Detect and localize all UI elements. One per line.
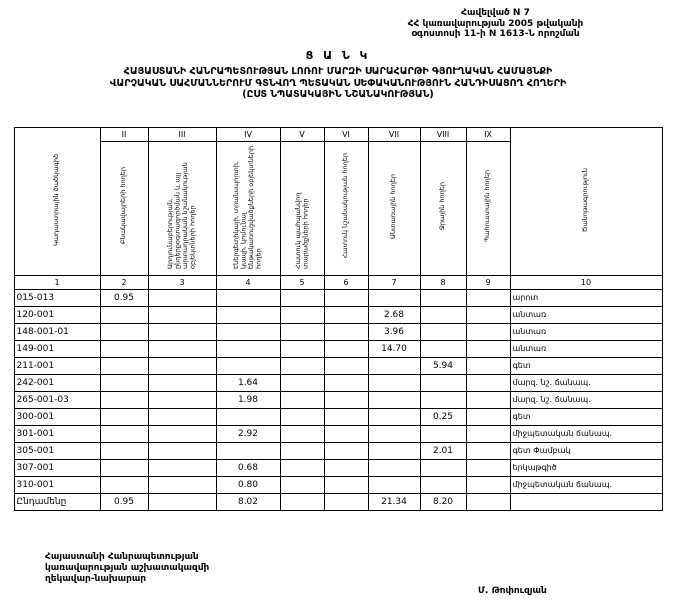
area-value-cell: [148, 374, 216, 391]
total-row: [14, 493, 662, 510]
area-value-cell: [100, 323, 148, 340]
area-value-cell: [368, 374, 420, 391]
vertical-header-text: Ջրային հողեր: [438, 181, 447, 231]
vertical-header-text: Ծանոթագրություն: [581, 167, 590, 233]
area-value-cell: [466, 289, 510, 306]
title-line-3: (ԸՍՏ ՆՊԱՏԱԿԱՅԻՆ ՆՇԱՆԱԿՈՒԹՅԱՆ): [242, 89, 434, 100]
col-header-industrial: [148, 141, 216, 275]
area-value-cell: [280, 306, 324, 323]
area-value-cell: [324, 391, 368, 408]
vertical-header-text: Հատուկ պահպանվող տարածքների հողեր: [293, 192, 309, 269]
area-value-cell: [100, 306, 148, 323]
table-body: [14, 289, 662, 510]
area-value-cell: [100, 476, 148, 493]
area-value-cell: [280, 357, 324, 374]
area-value-cell: [148, 408, 216, 425]
col-header-water: [420, 141, 466, 275]
cadastral-code-cell: 301-001: [14, 425, 100, 442]
area-value-cell: [420, 374, 466, 391]
area-value-cell: [148, 289, 216, 306]
area-value-cell: [324, 357, 368, 374]
vertical-header-text: Հատուկ նշանակության հողեր: [341, 153, 350, 259]
table-row: [14, 476, 662, 493]
area-value-cell: 0.68: [216, 459, 280, 476]
signature-line-3: ղեկավար-նախարար: [45, 574, 147, 584]
column-number: 10: [510, 275, 662, 289]
column-number-row: [14, 275, 662, 289]
vertical-header-text: Արդյունաբերության, ընդերքօգտագործման և այլ արտադրական նշանակության օբյեկտների հողեր: [166, 161, 197, 269]
area-value-cell: [100, 425, 148, 442]
area-value-cell: 1.98: [216, 391, 280, 408]
area-value-cell: [148, 459, 216, 476]
area-value-cell: [368, 442, 420, 459]
area-value-cell: 21.34: [368, 493, 420, 510]
area-value-cell: [280, 425, 324, 442]
vertical-header-text: Էներգետիկայի, տրանսպորտի, կապի, կոմունալ ենթակառուցվածքների օբյեկտների հողեր: [232, 145, 263, 269]
col-header-residential: [100, 141, 148, 275]
roman-numeral-v: V: [280, 127, 324, 141]
area-value-cell: [466, 459, 510, 476]
area-value-cell: [148, 442, 216, 459]
table-row: [14, 289, 662, 306]
cadastral-code-cell: 015-013: [14, 289, 100, 306]
column-number: 3: [148, 275, 216, 289]
area-value-cell: [466, 306, 510, 323]
area-value-cell: [148, 323, 216, 340]
area-value-cell: 8.02: [216, 493, 280, 510]
note-cell: գետ: [510, 408, 662, 425]
area-value-cell: 5.94: [420, 357, 466, 374]
area-value-cell: 8.20: [420, 493, 466, 510]
area-value-cell: [466, 391, 510, 408]
area-value-cell: [324, 374, 368, 391]
vertical-header-text: Բնակավայրերի հողեր: [119, 167, 128, 245]
area-value-cell: [216, 357, 280, 374]
area-value-cell: [280, 493, 324, 510]
area-value-cell: 0.80: [216, 476, 280, 493]
col-header-reserve: [466, 141, 510, 275]
column-number: 4: [216, 275, 280, 289]
document-title: [0, 50, 676, 101]
area-value-cell: [216, 289, 280, 306]
table-row: [14, 442, 662, 459]
area-value-cell: [324, 408, 368, 425]
area-value-cell: [420, 340, 466, 357]
area-value-cell: [100, 374, 148, 391]
note-cell: գետ: [510, 357, 662, 374]
note-cell: անտառ: [510, 306, 662, 323]
note-cell: [510, 493, 662, 510]
area-value-cell: [420, 476, 466, 493]
roman-numeral-iv: IV: [216, 127, 280, 141]
cadastral-code-cell: 120-001: [14, 306, 100, 323]
note-cell: միջպետական ճանապ.: [510, 425, 662, 442]
vertical-header-text: Պահուստային հողեր: [483, 169, 492, 243]
area-value-cell: [280, 476, 324, 493]
area-value-cell: [216, 340, 280, 357]
signature-line-2: կառավարության աշխատակազմի: [45, 563, 210, 573]
note-cell: անտառ: [510, 323, 662, 340]
column-number: 1: [14, 275, 100, 289]
area-value-cell: [280, 408, 324, 425]
area-value-cell: [100, 391, 148, 408]
area-value-cell: [466, 493, 510, 510]
area-value-cell: [368, 459, 420, 476]
note-cell: երկաթգիծ: [510, 459, 662, 476]
appendix-line-1: Հավելված N 7: [461, 8, 530, 18]
signature-position-block: [45, 552, 209, 585]
table-row: [14, 340, 662, 357]
area-value-cell: [368, 425, 420, 442]
cadastral-code-cell: 265-001-03: [14, 391, 100, 408]
area-value-cell: [280, 340, 324, 357]
area-value-cell: [324, 340, 368, 357]
note-cell: արոտ: [510, 289, 662, 306]
area-value-cell: [368, 357, 420, 374]
area-value-cell: [216, 323, 280, 340]
area-value-cell: 14.70: [368, 340, 420, 357]
col-header-protected-areas: [280, 141, 324, 275]
area-value-cell: [324, 306, 368, 323]
col-header-cadastral-code: [14, 127, 100, 275]
area-value-cell: [100, 459, 148, 476]
table-row: [14, 459, 662, 476]
area-value-cell: [100, 357, 148, 374]
table-row: [14, 408, 662, 425]
area-value-cell: [216, 306, 280, 323]
area-value-cell: [148, 425, 216, 442]
roman-numeral-vii: VII: [368, 127, 420, 141]
area-value-cell: [280, 323, 324, 340]
area-value-cell: [368, 289, 420, 306]
table-row: [14, 306, 662, 323]
area-value-cell: [420, 306, 466, 323]
roman-numeral-ix: IX: [466, 127, 510, 141]
note-cell: մարզ. նշ. ճանապ.: [510, 391, 662, 408]
cadastral-code-cell: Ընդամենը: [14, 493, 100, 510]
area-value-cell: [420, 323, 466, 340]
roman-numeral-ii: II: [100, 127, 148, 141]
area-value-cell: [324, 493, 368, 510]
column-number: 6: [324, 275, 368, 289]
area-value-cell: [466, 408, 510, 425]
area-value-cell: [280, 289, 324, 306]
column-number: 5: [280, 275, 324, 289]
area-value-cell: [280, 459, 324, 476]
cadastral-code-cell: 242-001: [14, 374, 100, 391]
area-value-cell: [368, 391, 420, 408]
cadastral-code-cell: 305-001: [14, 442, 100, 459]
area-value-cell: 3.96: [368, 323, 420, 340]
area-value-cell: [420, 459, 466, 476]
area-value-cell: [280, 374, 324, 391]
list-heading: Ց Ա Ն Կ: [305, 48, 371, 62]
cadastral-code-cell: 307-001: [14, 459, 100, 476]
area-value-cell: [216, 408, 280, 425]
vertical-header-text: Կադաստրային ծածկագիծ: [52, 153, 61, 247]
area-value-cell: [324, 289, 368, 306]
area-value-cell: [466, 476, 510, 493]
area-value-cell: [466, 340, 510, 357]
area-value-cell: [466, 425, 510, 442]
note-cell: գետ Փամբակ: [510, 442, 662, 459]
table-row: [14, 323, 662, 340]
table-row: [14, 374, 662, 391]
roman-numeral-vi: VI: [324, 127, 368, 141]
cadastral-code-cell: 310-001: [14, 476, 100, 493]
cadastral-code-cell: 148-001-01: [14, 323, 100, 340]
area-value-cell: [100, 340, 148, 357]
area-value-cell: [280, 442, 324, 459]
column-number: 7: [368, 275, 420, 289]
area-value-cell: 0.95: [100, 289, 148, 306]
area-value-cell: [420, 425, 466, 442]
appendix-line-2: ՀՀ կառավարության 2005 թվականի: [407, 18, 584, 29]
area-value-cell: [148, 306, 216, 323]
area-value-cell: [324, 476, 368, 493]
title-line-2: ՎԱՐՉԱԿԱՆ ՍԱՀՄԱՆՆԵՐՈՒՄ ԳՏՆՎՈՂ ՊԵՏԱԿԱՆ ՍԵՓԱԿԱՆՈՒԹՅՈՒՆ ՀԱՆԴԻՍԱՑՈՂ ՀՈՂԵՐԻ: [109, 77, 567, 89]
table-row: [14, 357, 662, 374]
area-value-cell: 2.92: [216, 425, 280, 442]
land-list-table: [14, 127, 663, 511]
column-number: 9: [466, 275, 510, 289]
column-number: 8: [420, 275, 466, 289]
roman-numeral-iii: III: [148, 127, 216, 141]
col-header-notes: [510, 127, 662, 275]
area-value-cell: [148, 340, 216, 357]
area-value-cell: [466, 357, 510, 374]
area-value-cell: [368, 476, 420, 493]
roman-numeral-viii: VIII: [420, 127, 466, 141]
note-cell: անտառ: [510, 340, 662, 357]
area-value-cell: [148, 493, 216, 510]
area-value-cell: [324, 442, 368, 459]
area-value-cell: [420, 289, 466, 306]
table-row: [14, 425, 662, 442]
area-value-cell: [148, 476, 216, 493]
appendix-block: [353, 8, 638, 40]
col-header-infrastructure: [216, 141, 280, 275]
area-value-cell: 1.64: [216, 374, 280, 391]
area-value-cell: 0.95: [100, 493, 148, 510]
area-value-cell: [216, 442, 280, 459]
area-value-cell: [466, 374, 510, 391]
area-value-cell: [280, 391, 324, 408]
area-value-cell: [466, 442, 510, 459]
area-value-cell: [466, 323, 510, 340]
area-value-cell: [420, 391, 466, 408]
appendix-line-3: օգոստոսի 11-ի N 1613-Ն որոշման: [411, 29, 580, 39]
table-row: [14, 391, 662, 408]
col-header-special-purpose: [324, 141, 368, 275]
col-header-forest: [368, 141, 420, 275]
area-value-cell: 2.68: [368, 306, 420, 323]
title-line-1: ՀԱՅԱՍՏԱՆԻ ՀԱՆՐԱՊԵՏՈՒԹՅԱՆ ԼՈՌՈՒ ՄԱՐԶԻ ՍԱՐԱՀԱՐԹԻ ԳՅՈՒՂԱԿԱՆ ՀԱՄԱՅՆՔԻ: [123, 66, 553, 77]
area-value-cell: 0.25: [420, 408, 466, 425]
note-cell: մարզ. նշ. ճանապ.: [510, 374, 662, 391]
area-value-cell: [324, 425, 368, 442]
area-value-cell: [368, 408, 420, 425]
column-number: 2: [100, 275, 148, 289]
roman-numeral-row: [14, 127, 662, 141]
area-value-cell: [100, 408, 148, 425]
vertical-header-text: Անտառային հողեր: [389, 173, 398, 239]
signature-line-1: Հայաստանի Հանրապետության: [45, 552, 199, 562]
note-cell: միջպետական ճանապ.: [510, 476, 662, 493]
signature-name: Մ. Թոփուզյան: [478, 586, 547, 596]
area-value-cell: 2.01: [420, 442, 466, 459]
cadastral-code-cell: 149-001: [14, 340, 100, 357]
area-value-cell: [324, 323, 368, 340]
area-value-cell: [100, 442, 148, 459]
area-value-cell: [148, 357, 216, 374]
cadastral-code-cell: 300-001: [14, 408, 100, 425]
area-value-cell: [324, 459, 368, 476]
cadastral-code-cell: 211-001: [14, 357, 100, 374]
area-value-cell: [148, 391, 216, 408]
